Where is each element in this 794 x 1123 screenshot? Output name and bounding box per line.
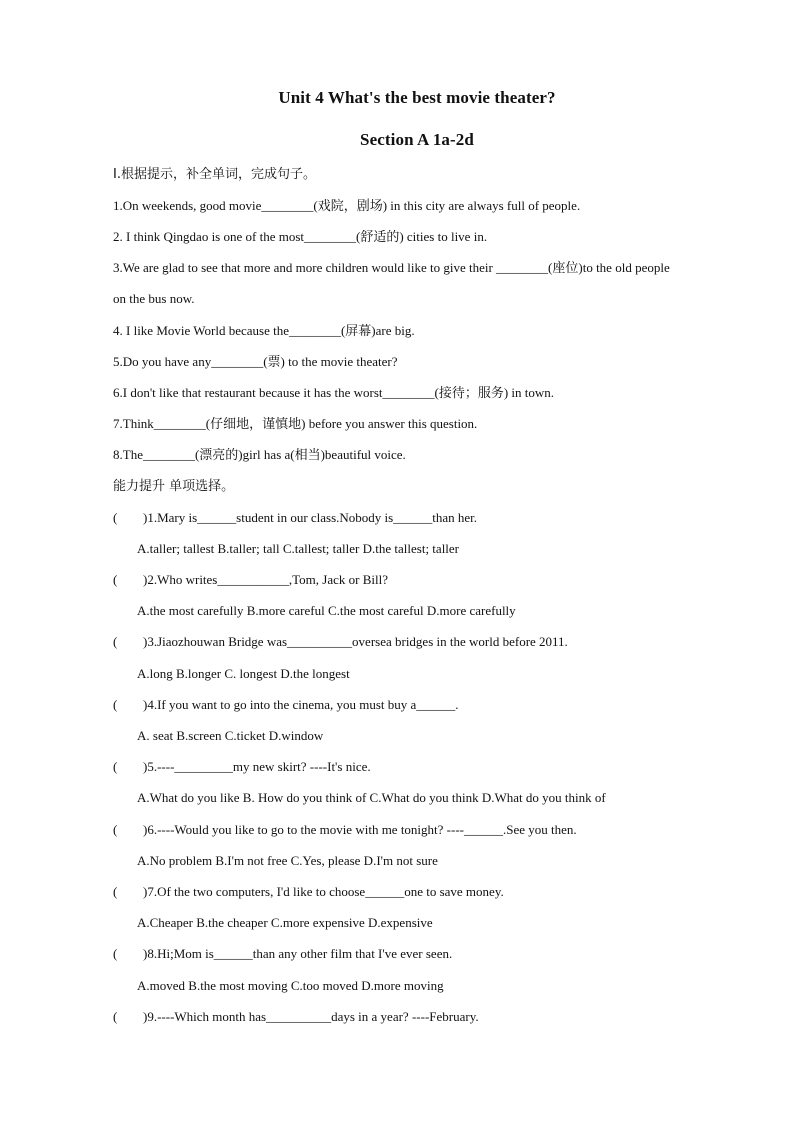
section-subtitle: Section A 1a-2d: [360, 130, 474, 149]
part1-heading: I.根据提示，补全单词，完成句子。: [113, 167, 316, 182]
answer-bracket: (: [113, 1009, 118, 1024]
fill-item-6: 6.I don't like that restaurant because it has the worst________(接待；服务) in town.: [113, 385, 555, 400]
mc-options-6: A.No problem B.I'm not free C.Yes, please D.I'm not sure: [137, 853, 438, 868]
question-text: )1.Mary is______student in our class.Nobody is______than her.: [143, 510, 477, 525]
answer-bracket: (: [113, 822, 118, 837]
mc-options-1: A.taller; tallest B.taller; tall C.tallest; taller D.the tallest; taller: [137, 541, 460, 556]
page-title: Unit 4 What's the best movie theater?: [278, 88, 556, 107]
mc-question-9: [113, 1009, 479, 1025]
question-text: )7.Of the two computers, I'd like to choose______one to save money.: [143, 884, 504, 899]
mc-question-6: [113, 822, 577, 838]
answer-bracket: (: [113, 510, 118, 525]
mc-question-8: [113, 946, 452, 962]
mc-options-2: A.the most carefully B.more careful C.the most careful D.more carefully: [137, 603, 516, 618]
question-text: )4.If you want to go into the cinema, you must buy a______.: [143, 697, 459, 712]
question-text: )3.Jiaozhouwan Bridge was__________oversea bridges in the world before 2011.: [143, 634, 568, 649]
mc-question-5: [113, 759, 371, 775]
answer-bracket: (: [113, 946, 118, 961]
part2-heading: 能力提升 单项选择。: [113, 479, 235, 494]
mc-question-4: [113, 697, 459, 713]
fill-item-8: 8.The________(漂亮的)girl has a(相当)beautiful voice.: [113, 447, 406, 462]
fill-item-4: 4. I like Movie World because the________(屏幕)are big.: [113, 323, 415, 338]
answer-bracket: (: [113, 697, 118, 712]
question-text: )5.----_________my new skirt? ----It's nice.: [143, 759, 371, 774]
question-text: )2.Who writes___________,Tom, Jack or Bill?: [143, 572, 388, 587]
mc-options-8: A.moved B.the most moving C.too moved D.more moving: [137, 978, 444, 993]
fill-item-2: 2. I think Qingdao is one of the most________(舒适的) cities to live in.: [113, 229, 488, 244]
question-text: )6.----Would you like to go to the movie with me tonight? ----______.See you then.: [143, 822, 577, 837]
fill-item-3-cont: on the bus now.: [113, 291, 195, 306]
fill-item-3: 3.We are glad to see that more and more children would like to give their ________(座位)to the old people: [113, 260, 670, 275]
answer-bracket: (: [113, 572, 118, 587]
fill-item-5: 5.Do you have any________(票) to the movie theater?: [113, 354, 398, 369]
question-text: )9.----Which month has__________days in a year? ----February.: [143, 1009, 479, 1024]
mc-question-3: [113, 634, 568, 650]
mc-options-5: A.What do you like B. How do you think of C.What do you think D.What do you think of: [137, 790, 606, 805]
mc-options-4: A. seat B.screen C.ticket D.window: [137, 728, 324, 743]
mc-question-7: [113, 884, 504, 900]
question-text: )8.Hi;Mom is______than any other film that I've ever seen.: [143, 946, 453, 961]
answer-bracket: (: [113, 759, 118, 774]
mc-question-1: [113, 510, 477, 526]
mc-options-7: A.Cheaper B.the cheaper C.more expensive D.expensive: [137, 915, 433, 930]
mc-question-2: [113, 572, 388, 588]
answer-bracket: (: [113, 884, 118, 899]
mc-options-3: A.long B.longer C. longest D.the longest: [137, 666, 350, 681]
fill-item-7: 7.Think________(仔细地，谨慎地) before you answer this question.: [113, 416, 478, 431]
answer-bracket: (: [113, 634, 118, 649]
fill-item-1: 1.On weekends, good movie________(戏院，剧场) in this city are always full of people.: [113, 198, 581, 213]
